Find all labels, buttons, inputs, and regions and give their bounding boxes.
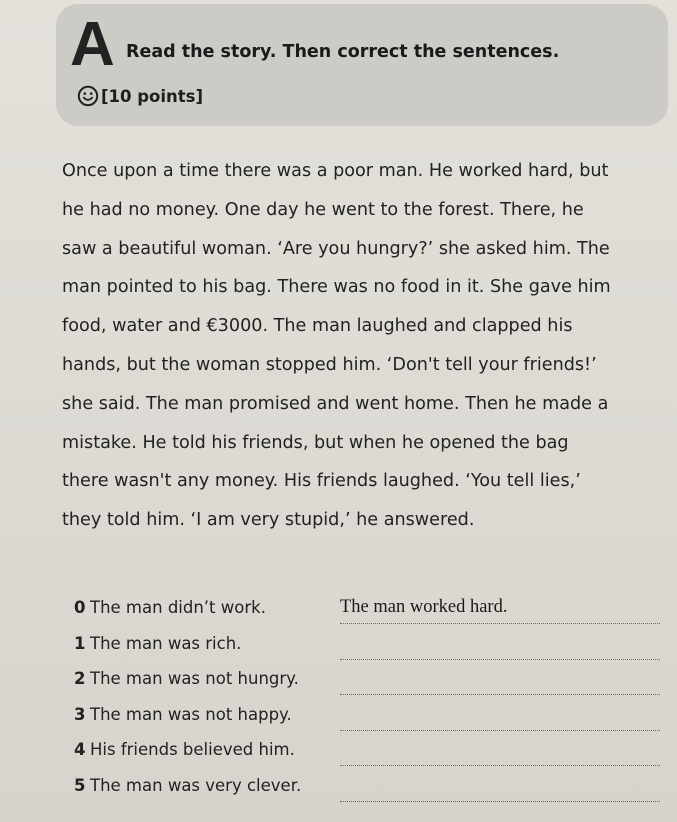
answer-example: The man worked hard. — [340, 597, 508, 617]
exercise-row — [74, 772, 670, 808]
task-instruction: Read the story. Then correct the sentences. — [126, 42, 560, 62]
answer-line[interactable] — [340, 659, 660, 660]
story-line: she said. The man promised and went home. Then he made a — [62, 393, 609, 414]
exercise-sentence: His friends believed him. — [90, 740, 295, 759]
answer-line[interactable] — [340, 730, 660, 731]
answer-line[interactable] — [340, 694, 660, 695]
story-line: there wasn't any money. His friends laughed. ‘You tell lies,’ — [62, 471, 581, 492]
exercise-row — [74, 665, 670, 701]
story-line: they told him. ‘I am very stupid,’ he answered. — [62, 510, 475, 531]
exercise-number: 5 — [74, 775, 86, 795]
exercise-number: 2 — [74, 669, 86, 688]
story-line: hands, but the woman stopped him. ‘Don't tell your friends!’ — [62, 354, 597, 375]
points-row — [77, 84, 203, 108]
exercise-number: 3 — [74, 704, 86, 724]
story-line: he had no money. One day he went to the forest. There, he — [62, 199, 584, 220]
answer-line[interactable] — [340, 623, 660, 624]
correction-exercises — [74, 594, 670, 807]
story-line: saw a beautiful woman. ‘Are you hungry?’ she asked him. The — [62, 238, 610, 259]
exercise-sentence: The man was not happy. — [90, 704, 292, 724]
exercise-row — [74, 736, 670, 772]
answer-line[interactable] — [340, 801, 660, 802]
exercise-number: 0 — [74, 598, 86, 617]
story-line: mistake. He told his friends, but when he opened the bag — [62, 432, 569, 453]
exercise-number: 1 — [74, 633, 86, 653]
story-line: man pointed to his bag. There was no food in it. She gave him — [62, 277, 611, 298]
smiley-face-icon — [77, 85, 99, 107]
story-line: food, water and €3000. The man laughed and clapped his — [62, 316, 573, 337]
exercise-number: 4 — [74, 740, 86, 759]
story-text — [62, 152, 672, 540]
exercise-row — [74, 630, 670, 666]
exercise-row — [74, 701, 670, 737]
exercise-sentence: The man was rich. — [90, 633, 242, 653]
exercise-row — [74, 594, 670, 630]
exercise-sentence: The man was not hungry. — [90, 669, 299, 688]
answer-line[interactable] — [340, 765, 660, 766]
exercise-sentence: The man didn’t work. — [90, 598, 266, 617]
points-label: [10 points] — [101, 86, 204, 106]
exercise-sentence: The man was very clever. — [90, 775, 302, 795]
story-line: Once upon a time there was a poor man. He worked hard, but — [62, 161, 609, 181]
section-letter: A — [70, 10, 115, 79]
